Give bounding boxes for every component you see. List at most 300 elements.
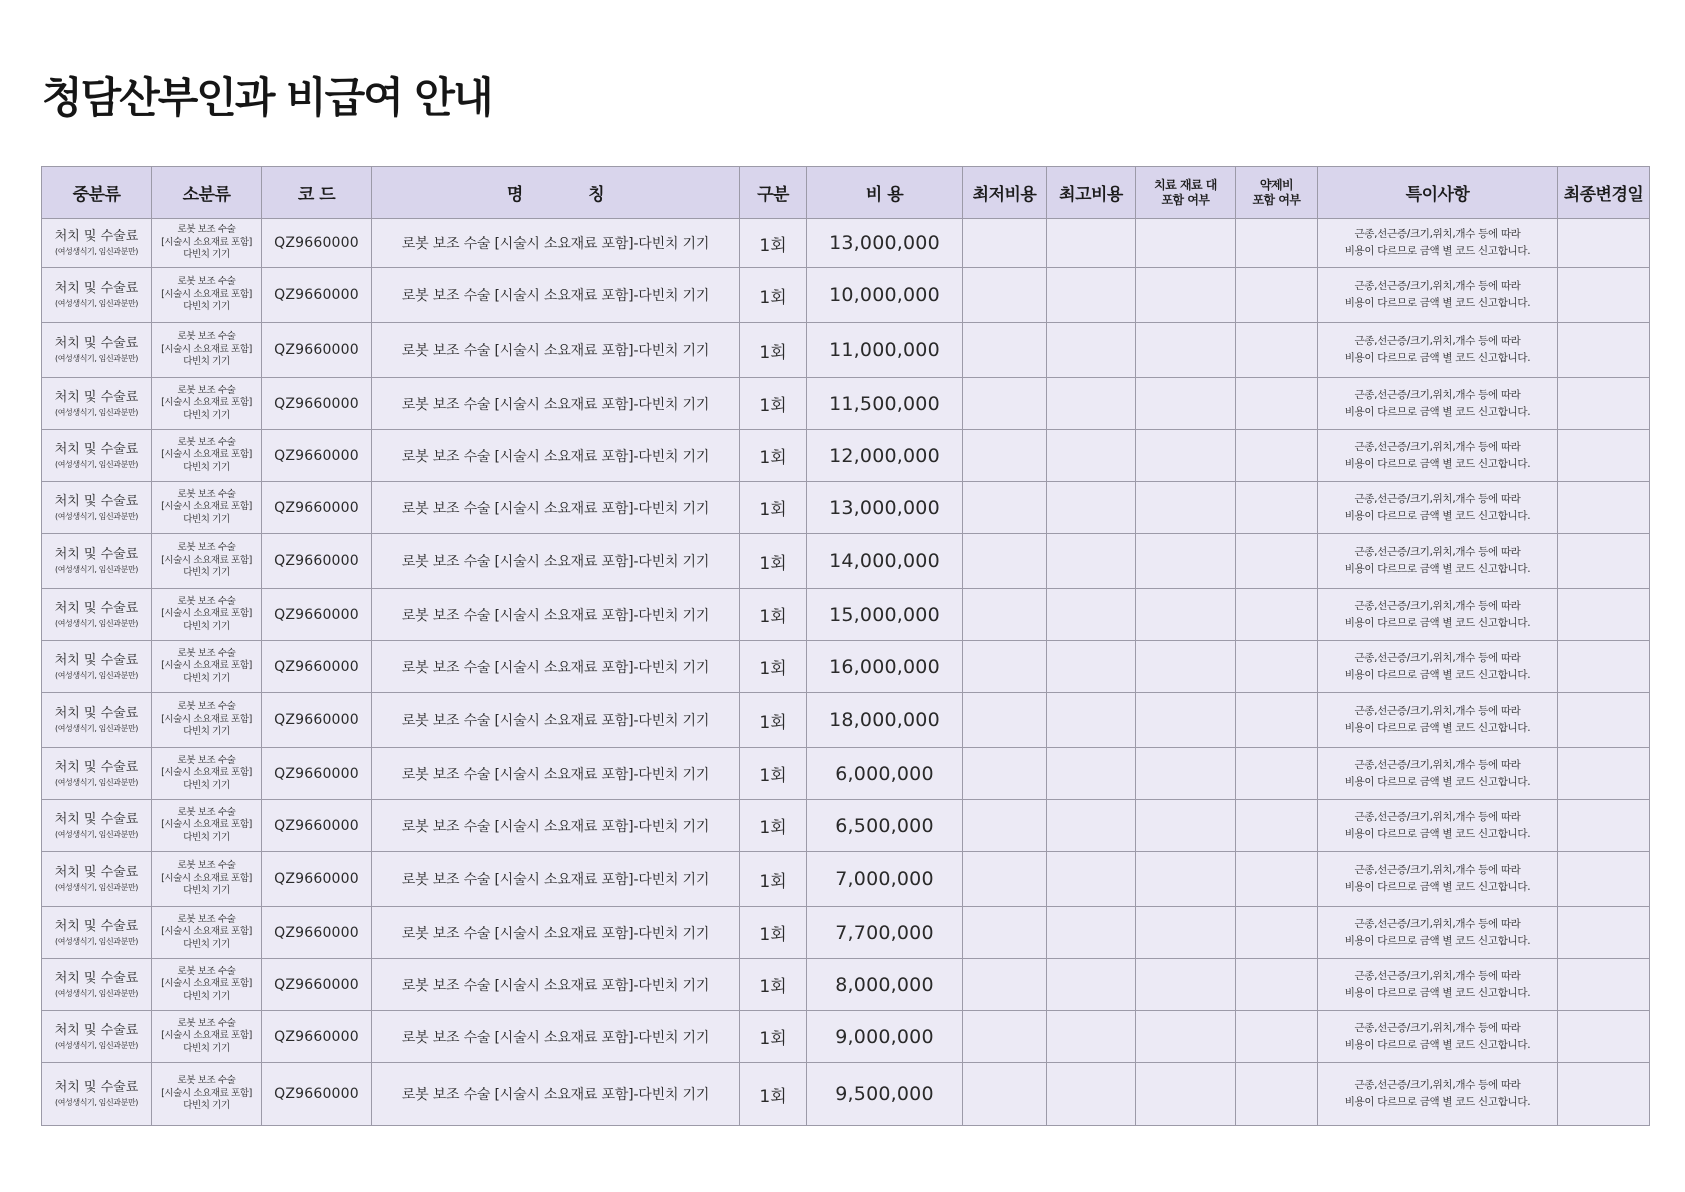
cell-mid-category [42, 641, 152, 693]
cell-name: 로봇 보조 수술 [시술시 소요재료 포함]-다빈치 기기 [372, 641, 740, 693]
cell-note [1318, 748, 1558, 800]
cell-last-changed [1558, 534, 1650, 589]
mid-category-detail: (여성생식기, 임신과분만) [54, 883, 138, 892]
mid-category-detail: (여성생식기, 임신과분만) [54, 936, 138, 946]
table-row [42, 748, 1650, 800]
cell-drug-included [1236, 378, 1318, 430]
cell-mid-category [42, 219, 152, 268]
cell-sub-category [152, 268, 262, 323]
mid-category-main: 처치 및 수술료 [54, 811, 139, 827]
note-line1: 근종,선근증/크기,위치,개수 등에 따라 [1354, 1079, 1521, 1091]
mid-category-main: 처치 및 수술료 [54, 918, 139, 934]
sub-category-line1: 로봇 보조 수술 [177, 224, 236, 236]
cell-drug-included [1236, 641, 1318, 693]
mid-category-detail: (여성생식기, 임신과분만) [54, 299, 138, 308]
table-row [42, 800, 1650, 852]
table-row [42, 430, 1650, 482]
sub-category-line1: 로봇 보조 수술 [177, 965, 236, 977]
page-title: 청담산부인과 비급여 안내 [42, 73, 492, 122]
cell-code: QZ9660000 [262, 219, 372, 268]
cell-unit: 1회 [740, 589, 807, 641]
cell-unit: 1회 [740, 748, 807, 800]
cell-name: 로봇 보조 수술 [시술시 소요재료 포함]-다빈치 기기 [372, 482, 740, 534]
cell-drug-included [1236, 907, 1318, 959]
cell-sub-category [152, 219, 262, 268]
note-line2: 비용이 다르므로 금액 별 코드 신고합니다. [1344, 986, 1531, 999]
cell-code: QZ9660000 [262, 268, 372, 323]
cell-name: 로봇 보조 수술 [시술시 소요재료 포함]-다빈치 기기 [372, 589, 740, 641]
mid-category-detail: (여성생식기, 임신과분만) [54, 511, 138, 521]
mid-category-detail: (여성생식기, 임신과분만) [54, 407, 138, 417]
cell-min-cost [963, 800, 1047, 852]
sub-category-line3: 다빈치 기기 [183, 1100, 230, 1112]
cell-last-changed [1558, 378, 1650, 430]
cell-cost: 11,000,000 [807, 323, 963, 378]
cell-name: 로봇 보조 수술 [시술시 소요재료 포함]-다빈치 기기 [372, 800, 740, 852]
sub-category-line1: 로봇 보조 수술 [177, 331, 236, 343]
table-row [42, 268, 1650, 323]
cell-last-changed [1558, 748, 1650, 800]
cell-cost: 6,000,000 [807, 748, 963, 800]
header-sub-category: 소분류 [152, 167, 262, 219]
header-cost: 비 용 [807, 167, 963, 219]
note-line1: 근종,선근증/크기,위치,개수 등에 따라 [1354, 969, 1521, 982]
cell-drug-included [1236, 693, 1318, 748]
note-line1: 근종,선근증/크기,위치,개수 등에 따라 [1354, 1021, 1521, 1034]
mid-category-detail: (여성생식기, 임신과분만) [54, 459, 138, 469]
cell-min-cost [963, 430, 1047, 482]
sub-category-line2: [시술시 소요재료 포함] [161, 1087, 252, 1099]
cell-last-changed [1558, 1063, 1650, 1126]
cell-sub-category [152, 800, 262, 852]
cell-max-cost [1047, 641, 1136, 693]
cell-drug-included [1236, 1063, 1318, 1126]
cell-min-cost [963, 852, 1047, 907]
cell-material-included [1136, 852, 1236, 907]
cell-min-cost [963, 534, 1047, 589]
mid-category-detail: (여성생식기, 임신과분만) [54, 247, 138, 256]
cell-name: 로봇 보조 수술 [시술시 소요재료 포함]-다빈치 기기 [372, 959, 740, 1011]
note-line2: 비용이 다르므로 금액 별 코드 신고합니다. [1344, 1096, 1531, 1108]
cell-material-included [1136, 482, 1236, 534]
cell-max-cost [1047, 534, 1136, 589]
mid-category-detail: (여성생식기, 임신과분만) [54, 988, 138, 998]
sub-category-line3: 다빈치 기기 [183, 513, 230, 525]
mid-category-detail: (여성생식기, 임신과분만) [54, 777, 138, 787]
cell-material-included [1136, 1011, 1236, 1063]
table-row [42, 323, 1650, 378]
note-line1: 근종,선근증/크기,위치,개수 등에 따라 [1354, 758, 1521, 771]
cell-unit: 1회 [740, 693, 807, 748]
cell-unit: 1회 [740, 852, 807, 907]
sub-category-line1: 로봇 보조 수술 [177, 754, 236, 766]
note-line1: 근종,선근증/크기,위치,개수 등에 따라 [1354, 280, 1521, 292]
cell-cost: 6,500,000 [807, 800, 963, 852]
cell-code: QZ9660000 [262, 1063, 372, 1126]
cell-unit: 1회 [740, 1011, 807, 1063]
cell-code: QZ9660000 [262, 852, 372, 907]
note-line2: 비용이 다르므로 금액 별 코드 신고합니다. [1344, 827, 1531, 840]
cell-max-cost [1047, 430, 1136, 482]
note-line1: 근종,선근증/크기,위치,개수 등에 따라 [1354, 599, 1521, 612]
sub-category-line3: 다빈치 기기 [183, 620, 230, 632]
sub-category-line3: 다빈치 기기 [183, 885, 230, 897]
header-max-cost: 최고비용 [1047, 167, 1136, 219]
cell-min-cost [963, 693, 1047, 748]
note-line2: 비용이 다르므로 금액 별 코드 신고합니다. [1344, 616, 1531, 629]
table-row [42, 589, 1650, 641]
cell-last-changed [1558, 1011, 1650, 1063]
cell-material-included [1136, 959, 1236, 1011]
cell-name: 로봇 보조 수술 [시술시 소요재료 포함]-다빈치 기기 [372, 1011, 740, 1063]
sub-category-line3: 다빈치 기기 [183, 938, 230, 950]
cell-code: QZ9660000 [262, 800, 372, 852]
header-note: 특이사항 [1318, 167, 1558, 219]
sub-category-line2: [시술시 소요재료 포함] [161, 872, 252, 884]
sub-category-line3: 다빈치 기기 [183, 356, 230, 368]
note-line1: 근종,선근증/크기,위치,개수 등에 따라 [1354, 388, 1521, 401]
cell-unit: 1회 [740, 219, 807, 268]
mid-category-detail: (여성생식기, 임신과분만) [54, 565, 138, 574]
note-line1: 근종,선근증/크기,위치,개수 등에 따라 [1354, 492, 1521, 505]
cell-sub-category [152, 534, 262, 589]
cell-cost: 9,000,000 [807, 1011, 963, 1063]
cell-drug-included [1236, 534, 1318, 589]
fee-table [41, 166, 1650, 1126]
cell-unit: 1회 [740, 641, 807, 693]
cell-mid-category [42, 959, 152, 1011]
cell-code: QZ9660000 [262, 907, 372, 959]
mid-category-main: 처치 및 수술료 [54, 706, 139, 721]
cell-cost: 15,000,000 [807, 589, 963, 641]
cell-unit: 1회 [740, 323, 807, 378]
cell-unit: 1회 [740, 907, 807, 959]
cell-last-changed [1558, 852, 1650, 907]
cell-note [1318, 482, 1558, 534]
header-drug-line2: 포함 여부 [1252, 192, 1301, 207]
cell-last-changed [1558, 219, 1650, 268]
cell-max-cost [1047, 693, 1136, 748]
cell-mid-category [42, 1063, 152, 1126]
mid-category-detail: (여성생식기, 임신과분만) [54, 1098, 138, 1107]
note-line2: 비용이 다르므로 금액 별 코드 신고합니다. [1344, 563, 1531, 575]
sub-category-line1: 로봇 보조 수술 [177, 860, 236, 872]
cell-mid-category [42, 534, 152, 589]
header-last-changed: 최종변경일 [1558, 167, 1650, 219]
cell-code: QZ9660000 [262, 1011, 372, 1063]
cell-material-included [1136, 219, 1236, 268]
cell-material-included [1136, 323, 1236, 378]
cell-code: QZ9660000 [262, 748, 372, 800]
cell-max-cost [1047, 323, 1136, 378]
note-line1: 근종,선근증/크기,위치,개수 등에 따라 [1354, 917, 1521, 930]
sub-category-line1: 로봇 보조 수술 [177, 488, 236, 500]
sub-category-line3: 다빈치 기기 [183, 831, 230, 843]
sub-category-line2: [시술시 소요재료 포함] [161, 660, 252, 672]
sub-category-line3: 다빈치 기기 [183, 990, 230, 1002]
cell-max-cost [1047, 907, 1136, 959]
cell-sub-category [152, 1011, 262, 1063]
cell-last-changed [1558, 907, 1650, 959]
mid-category-main: 처치 및 수술료 [54, 281, 139, 296]
sub-category-line1: 로봇 보조 수술 [177, 276, 236, 288]
mid-category-main: 처치 및 수술료 [54, 441, 139, 457]
mid-category-detail: (여성생식기, 임신과분만) [54, 670, 138, 680]
cell-drug-included [1236, 219, 1318, 268]
cell-sub-category [152, 907, 262, 959]
mid-category-detail: (여성생식기, 임신과분만) [54, 829, 138, 839]
table-row [42, 852, 1650, 907]
cell-note [1318, 1063, 1558, 1126]
cell-material-included [1136, 748, 1236, 800]
sub-category-line2: [시술시 소요재료 포함] [161, 343, 252, 355]
cell-drug-included [1236, 482, 1318, 534]
sub-category-line2: [시술시 소요재료 포함] [161, 713, 252, 725]
cell-cost: 18,000,000 [807, 693, 963, 748]
mid-category-main: 처치 및 수술료 [54, 547, 139, 562]
sub-category-line3: 다빈치 기기 [183, 726, 230, 738]
mid-category-main: 처치 및 수술료 [54, 970, 139, 986]
cell-material-included [1136, 378, 1236, 430]
sub-category-line3: 다빈치 기기 [183, 567, 230, 579]
mid-category-main: 처치 및 수술료 [54, 493, 139, 509]
cell-drug-included [1236, 852, 1318, 907]
header-mid-category: 중분류 [42, 167, 152, 219]
note-line2: 비용이 다르므로 금액 별 코드 신고합니다. [1344, 1038, 1531, 1051]
sub-category-line1: 로봇 보조 수술 [177, 436, 236, 448]
sub-category-line2: [시술시 소요재료 포함] [161, 819, 252, 831]
cell-min-cost [963, 907, 1047, 959]
mid-category-main: 처치 및 수술료 [54, 865, 139, 880]
header-min-cost: 최저비용 [963, 167, 1047, 219]
cell-name: 로봇 보조 수술 [시술시 소요재료 포함]-다빈치 기기 [372, 907, 740, 959]
cell-name: 로봇 보조 수술 [시술시 소요재료 포함]-다빈치 기기 [372, 693, 740, 748]
note-line2: 비용이 다르므로 금액 별 코드 신고합니다. [1344, 775, 1531, 788]
cell-cost: 13,000,000 [807, 482, 963, 534]
cell-cost: 10,000,000 [807, 268, 963, 323]
cell-min-cost [963, 323, 1047, 378]
cell-unit: 1회 [740, 430, 807, 482]
table-row [42, 693, 1650, 748]
cell-drug-included [1236, 323, 1318, 378]
sub-category-line2: [시술시 소요재료 포함] [161, 501, 252, 513]
cell-note [1318, 641, 1558, 693]
sub-category-line1: 로봇 보조 수술 [177, 1017, 236, 1029]
table-row [42, 1063, 1650, 1126]
table-row [42, 959, 1650, 1011]
sub-category-line1: 로봇 보조 수술 [177, 806, 236, 818]
cell-code: QZ9660000 [262, 693, 372, 748]
cell-max-cost [1047, 1063, 1136, 1126]
cell-min-cost [963, 641, 1047, 693]
mid-category-detail: (여성생식기, 임신과분만) [54, 354, 138, 363]
sub-category-line2: [시술시 소요재료 포함] [161, 926, 252, 938]
sub-category-line1: 로봇 보조 수술 [177, 595, 236, 607]
cell-last-changed [1558, 268, 1650, 323]
cell-material-included [1136, 534, 1236, 589]
cell-min-cost [963, 1011, 1047, 1063]
note-line1: 근종,선근증/크기,위치,개수 등에 따라 [1354, 705, 1521, 717]
note-line1: 근종,선근증/크기,위치,개수 등에 따라 [1354, 228, 1521, 240]
cell-material-included [1136, 1063, 1236, 1126]
cell-sub-category [152, 959, 262, 1011]
cell-sub-category [152, 1063, 262, 1126]
cell-last-changed [1558, 959, 1650, 1011]
note-line2: 비용이 다르므로 금액 별 코드 신고합니다. [1344, 934, 1531, 947]
table-row [42, 219, 1650, 268]
sub-category-line3: 다빈치 기기 [183, 301, 230, 313]
cell-max-cost [1047, 589, 1136, 641]
header-material-line2: 포함 여부 [1161, 192, 1210, 207]
cell-unit: 1회 [740, 534, 807, 589]
note-line2: 비용이 다르므로 금액 별 코드 신고합니다. [1344, 457, 1531, 470]
sub-category-line3: 다빈치 기기 [183, 409, 230, 421]
cell-code: QZ9660000 [262, 959, 372, 1011]
cell-cost: 13,000,000 [807, 219, 963, 268]
sub-category-line1: 로봇 보조 수술 [177, 384, 236, 396]
sub-category-line2: [시술시 소요재료 포함] [161, 236, 252, 248]
cell-cost: 9,500,000 [807, 1063, 963, 1126]
cell-note [1318, 219, 1558, 268]
cell-name: 로봇 보조 수술 [시술시 소요재료 포함]-다빈치 기기 [372, 748, 740, 800]
cell-drug-included [1236, 430, 1318, 482]
cell-last-changed [1558, 482, 1650, 534]
header-name: 명 칭 [372, 167, 740, 219]
cell-note [1318, 323, 1558, 378]
cell-note [1318, 959, 1558, 1011]
mid-category-main: 처치 및 수술료 [54, 389, 139, 405]
mid-category-detail: (여성생식기, 임신과분만) [54, 618, 138, 628]
cell-code: QZ9660000 [262, 323, 372, 378]
cell-mid-category [42, 323, 152, 378]
cell-min-cost [963, 268, 1047, 323]
sub-category-line3: 다빈치 기기 [183, 249, 230, 261]
cell-cost: 16,000,000 [807, 641, 963, 693]
sub-category-line2: [시술시 소요재료 포함] [161, 397, 252, 409]
cell-name: 로봇 보조 수술 [시술시 소요재료 포함]-다빈치 기기 [372, 219, 740, 268]
note-line1: 근종,선근증/크기,위치,개수 등에 따라 [1354, 440, 1521, 453]
cell-unit: 1회 [740, 800, 807, 852]
cell-last-changed [1558, 589, 1650, 641]
cell-drug-included [1236, 800, 1318, 852]
mid-category-main: 처치 및 수술료 [54, 600, 139, 616]
cell-note [1318, 534, 1558, 589]
cell-cost: 12,000,000 [807, 430, 963, 482]
cell-mid-category [42, 482, 152, 534]
cell-note [1318, 800, 1558, 852]
cell-max-cost [1047, 219, 1136, 268]
sub-category-line2: [시술시 소요재료 포함] [161, 1030, 252, 1042]
cell-last-changed [1558, 641, 1650, 693]
cell-sub-category [152, 748, 262, 800]
cell-name: 로봇 보조 수술 [시술시 소요재료 포함]-다빈치 기기 [372, 323, 740, 378]
table-body [42, 219, 1650, 1126]
cell-material-included [1136, 268, 1236, 323]
cell-max-cost [1047, 378, 1136, 430]
sub-category-line2: [시술시 소요재료 포함] [161, 554, 252, 566]
cell-material-included [1136, 641, 1236, 693]
cell-name: 로봇 보조 수술 [시술시 소요재료 포함]-다빈치 기기 [372, 430, 740, 482]
note-line2: 비용이 다르므로 금액 별 코드 신고합니다. [1344, 352, 1531, 364]
cell-material-included [1136, 589, 1236, 641]
sub-category-line2: [시술시 소요재료 포함] [161, 288, 252, 300]
sub-category-line2: [시술시 소요재료 포함] [161, 978, 252, 990]
cell-note [1318, 852, 1558, 907]
cell-max-cost [1047, 482, 1136, 534]
cell-max-cost [1047, 748, 1136, 800]
cell-cost: 7,000,000 [807, 852, 963, 907]
cell-mid-category [42, 748, 152, 800]
cell-note [1318, 1011, 1558, 1063]
cell-code: QZ9660000 [262, 589, 372, 641]
header-drug-included [1236, 167, 1318, 219]
cell-last-changed [1558, 800, 1650, 852]
cell-mid-category [42, 1011, 152, 1063]
cell-mid-category [42, 430, 152, 482]
table-row [42, 1011, 1650, 1063]
sub-category-line3: 다빈치 기기 [183, 672, 230, 684]
sub-category-line1: 로봇 보조 수술 [177, 542, 236, 554]
mid-category-main: 처치 및 수술료 [54, 336, 139, 351]
cell-material-included [1136, 907, 1236, 959]
cell-unit: 1회 [740, 482, 807, 534]
header-drug-line1: 약제비 [1259, 177, 1294, 192]
sub-category-line1: 로봇 보조 수술 [177, 647, 236, 659]
cell-drug-included [1236, 589, 1318, 641]
note-line2: 비용이 다르므로 금액 별 코드 신고합니다. [1344, 509, 1531, 522]
cell-material-included [1136, 430, 1236, 482]
cell-sub-category [152, 641, 262, 693]
note-line2: 비용이 다르므로 금액 별 코드 신고합니다. [1344, 881, 1531, 893]
cell-material-included [1136, 693, 1236, 748]
note-line2: 비용이 다르므로 금액 별 코드 신고합니다. [1344, 405, 1531, 418]
cell-mid-category [42, 589, 152, 641]
cell-sub-category [152, 378, 262, 430]
cell-drug-included [1236, 1011, 1318, 1063]
cell-sub-category [152, 852, 262, 907]
header-unit: 구분 [740, 167, 807, 219]
cell-min-cost [963, 589, 1047, 641]
sub-category-line1: 로봇 보조 수술 [177, 701, 236, 713]
note-line1: 근종,선근증/크기,위치,개수 등에 따라 [1354, 864, 1521, 876]
cell-sub-category [152, 589, 262, 641]
cell-note [1318, 693, 1558, 748]
table-row [42, 482, 1650, 534]
cell-max-cost [1047, 268, 1136, 323]
cell-drug-included [1236, 959, 1318, 1011]
mid-category-main: 처치 및 수술료 [54, 229, 139, 244]
table-header-row [42, 167, 1650, 219]
mid-category-detail: (여성생식기, 임신과분만) [54, 1040, 138, 1050]
cell-code: QZ9660000 [262, 378, 372, 430]
header-material-included [1136, 167, 1236, 219]
cell-last-changed [1558, 430, 1650, 482]
cell-mid-category [42, 268, 152, 323]
table-row [42, 534, 1650, 589]
note-line2: 비용이 다르므로 금액 별 코드 신고합니다. [1344, 722, 1531, 734]
cell-mid-category [42, 907, 152, 959]
sub-category-line2: [시술시 소요재료 포함] [161, 608, 252, 620]
cell-note [1318, 589, 1558, 641]
note-line1: 근종,선근증/크기,위치,개수 등에 따라 [1354, 546, 1521, 558]
note-line2: 비용이 다르므로 금액 별 코드 신고합니다. [1344, 668, 1531, 681]
cell-max-cost [1047, 852, 1136, 907]
cell-note [1318, 268, 1558, 323]
cell-cost: 8,000,000 [807, 959, 963, 1011]
cell-mid-category [42, 693, 152, 748]
cell-mid-category [42, 852, 152, 907]
cell-last-changed [1558, 323, 1650, 378]
